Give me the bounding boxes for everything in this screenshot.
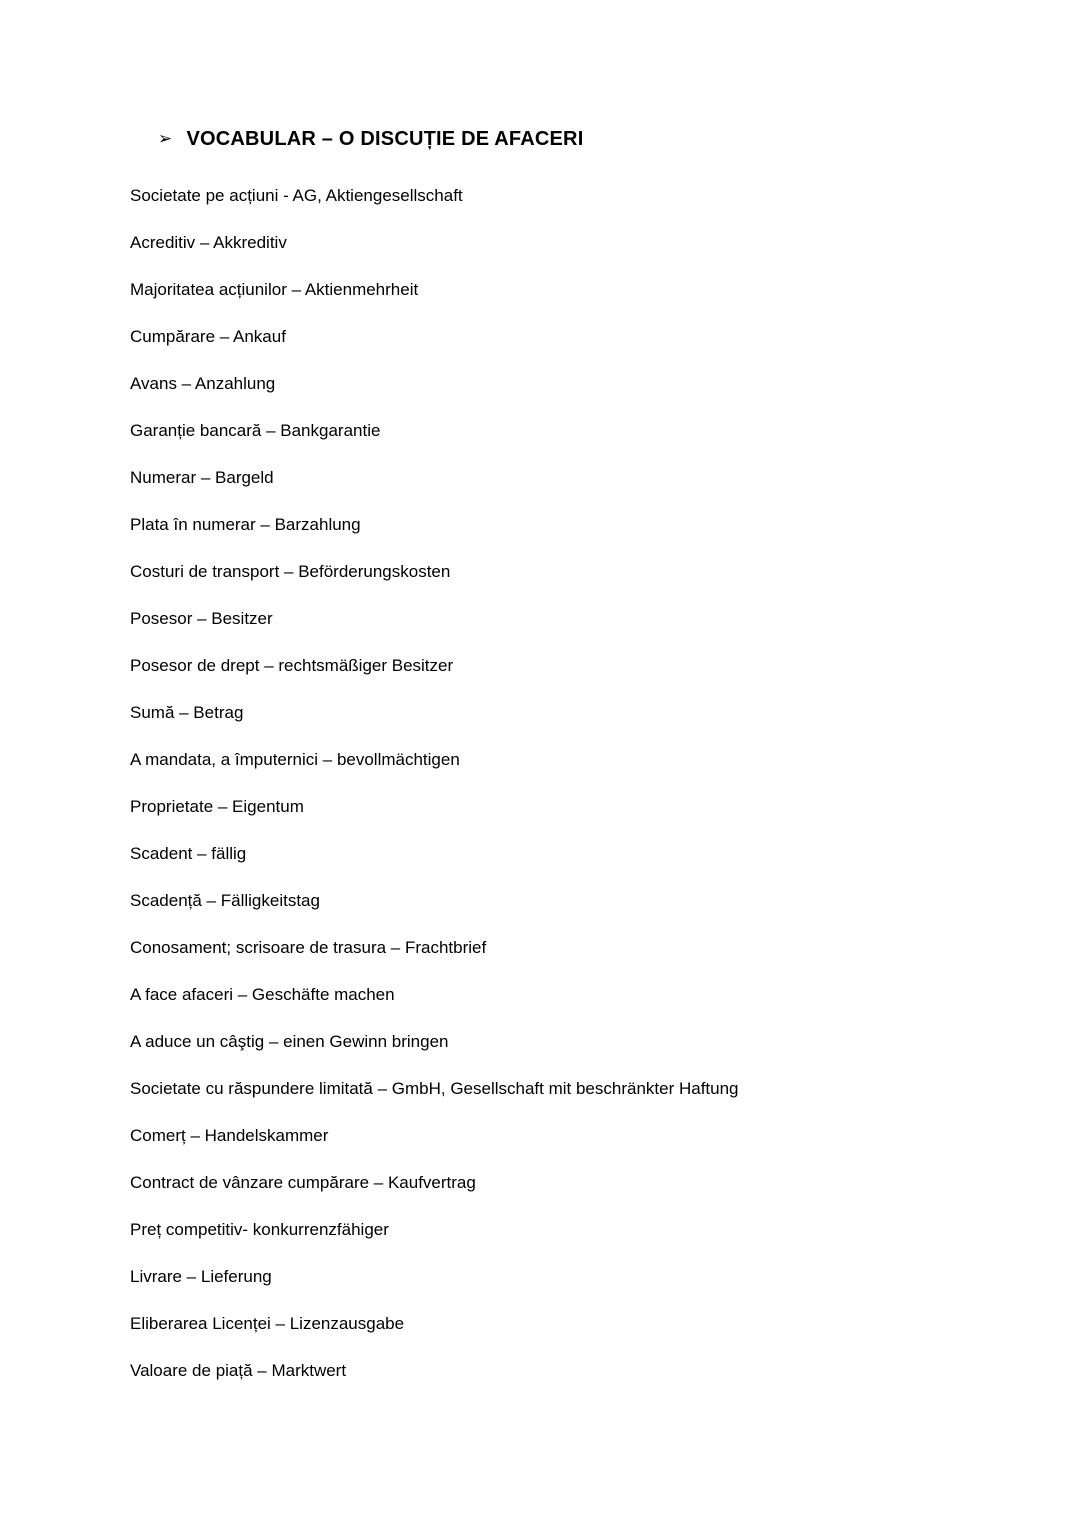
vocab-line: Numerar – Bargeld — [130, 468, 274, 487]
vocab-line: Societate pe acțiuni - AG, Aktiengesellschaft — [130, 186, 463, 205]
vocab-line: Majoritatea acțiunilor – Aktienmehrheit — [130, 280, 419, 299]
vocab-line: Scadent – fällig — [130, 844, 247, 863]
vocab-line: Posesor de drept – rechtsmäßiger Besitzer — [130, 656, 454, 675]
vocab-line: Valoare de piață – Marktwert — [130, 1361, 347, 1380]
arrow-bullet-icon: ➢ — [158, 129, 173, 149]
vocab-list — [130, 185, 1020, 1381]
vocab-line: Eliberarea Licenței – Lizenzausgabe — [130, 1314, 405, 1333]
vocab-line: Societate cu răspundere limitată – GmbH, Gesellschaft mit beschränkter Haftung — [130, 1079, 739, 1098]
page-title-text: VOCABULAR – O DISCUȚIE DE AFACERI — [186, 128, 584, 150]
vocab-line: A aduce un câştig – einen Gewinn bringen — [130, 1032, 449, 1051]
vocab-line: Proprietate – Eigentum — [130, 797, 304, 816]
vocab-line: Cumpărare – Ankauf — [130, 327, 286, 346]
vocab-line: Acreditiv – Akkreditiv — [130, 233, 287, 252]
vocab-line: Garanție bancară – Bankgarantie — [130, 421, 381, 440]
vocab-line: Comerț – Handelskammer — [130, 1126, 329, 1145]
vocab-line: A mandata, a împuternici – bevollmächtigen — [130, 750, 460, 769]
vocab-line: Sumă – Betrag — [130, 703, 244, 722]
vocab-line: Preț competitiv- konkurrenzfähiger — [130, 1220, 389, 1239]
vocab-line: Scadență – Fälligkeitstag — [130, 891, 320, 910]
vocab-line: Livrare – Lieferung — [130, 1267, 272, 1286]
vocab-line: Costuri de transport – Beförderungskosten — [130, 562, 451, 581]
vocab-line: Posesor – Besitzer — [130, 609, 273, 628]
vocab-line: Plata în numerar – Barzahlung — [130, 515, 361, 534]
vocab-line: Avans – Anzahlung — [130, 374, 276, 393]
vocab-line: Contract de vânzare cumpărare – Kaufvertrag — [130, 1173, 476, 1192]
vocab-line: Conosament; scrisoare de trasura – Frachtbrief — [130, 938, 487, 957]
vocab-line: A face afaceri – Geschäfte machen — [130, 985, 395, 1004]
page-title — [158, 126, 1020, 154]
